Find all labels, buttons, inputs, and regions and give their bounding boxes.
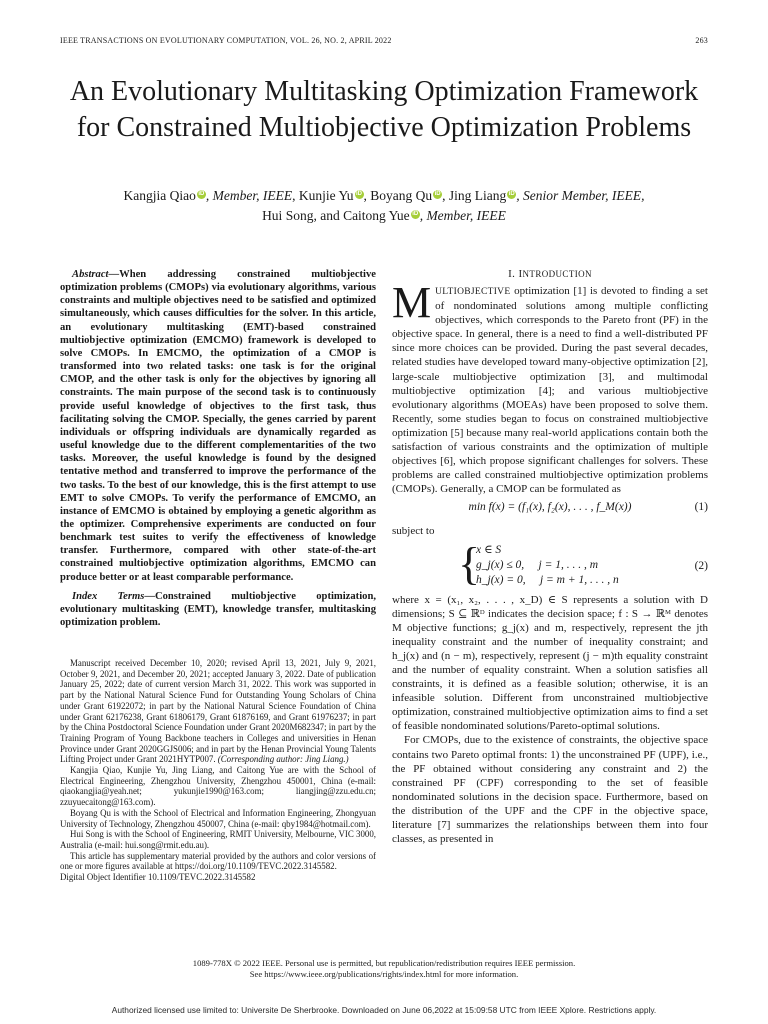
author-list bbox=[80, 186, 688, 226]
intro-paragraph-3: For CMOPs, due to the existence of constraints, the objective space contains two Pareto optimal fronts: 1) the unconstrained PF (UPF), i.e., the PF obtained without considering any constraint and 2) the constrained PF (CPF) corresponding to the set of feasible nondominated solutions in the decision space. Furthermore, based on the distribution of the UPF and the CPF in the objective space, literature [7] summarizes the relationships between them into four classes, as presented in bbox=[392, 734, 708, 846]
index-terms bbox=[60, 590, 376, 629]
drop-cap: M bbox=[392, 278, 432, 327]
equation-2-row: g_j(x) ≤ 0, j = 1, . . . , m bbox=[476, 558, 599, 571]
author-role: , Member, IEEE bbox=[205, 188, 293, 203]
equation-2-row: h_j(x) = 0, j = m + 1, . . . , n bbox=[476, 573, 619, 586]
section-numeral: I. bbox=[508, 268, 519, 280]
author-name: , Kunjie Yu bbox=[292, 188, 354, 203]
intro-body bbox=[392, 278, 708, 846]
lead-word: ULTIOBJECTIVE bbox=[435, 287, 511, 297]
footnote-supplementary: This article has supplementary material provided by the authors and color versions of one or more figures available at https://doi.org/10.1109/TEVC.2022.3145582. bbox=[60, 850, 376, 872]
author-role: , Member, IEEE bbox=[419, 208, 506, 223]
paper-title: An Evolutionary Multitasking Optimization Framework for Constrained Multiobjective Optimization Problems bbox=[69, 76, 699, 143]
right-column bbox=[392, 268, 708, 846]
orcid-icon[interactable]: iD bbox=[508, 191, 515, 197]
abstract-lead: Abstract bbox=[72, 269, 109, 280]
footnote-received bbox=[60, 658, 376, 765]
footnote-affiliation-3: Hui Song is with the School of Engineering, RMIT University, Melbourne, VIC 3000, Australia (e-mail: hui.song@rmit.edu.au). bbox=[60, 829, 376, 850]
author-name: , Boyang Qu bbox=[363, 188, 433, 203]
intro-paragraph-1-text: optimization [1] is devoted to finding a set of nondominated solutions among multiple conflicting objectives, which corresponds to the Pareto front (PF) in the objective space. In general, there is a need to find a well-distributed PF since more choices can be provided. During the past several decades, related studies have developed toward many-objective optimization [2], large-scale multiobjective optimization [3], and multimodal multiobjective optimization [4]; and various multiobjective evolutionary algorithms (MOEAs) have been proposed to solve them. Recently, some studies began to focus on constrained multiobjective optimization [5] because many real-world applications contain both the satisfaction of various constraints and the optimization of multiple objectives [6], which propose significant challenges for solvers. These problems are called constrained multiobjective optimization problems (CMOPs). Generally, a CMOP can be formulated as bbox=[392, 285, 708, 496]
journal-name: IEEE TRANSACTIONS ON EVOLUTIONARY COMPUTATION, VOL. 26, NO. 2, APRIL 2022 bbox=[60, 36, 392, 45]
index-terms-text: —Constrained multiobjective optimization, evolutionary multitasking (EMT), knowledge transfer, multitasking optimization problem. bbox=[60, 590, 376, 629]
running-head bbox=[60, 36, 708, 48]
section-heading-rest: NTRODUCTION bbox=[522, 269, 592, 279]
orcid-icon[interactable]: iD bbox=[198, 191, 205, 197]
equation-1-body: min f(x) = (f₁(x), f₂(x), . . . , f_M(x)) bbox=[468, 501, 632, 514]
intro-paragraph-2: where x = (x₁, x₂, . . . , x_D) ∈ S represents a solution with D dimensions; S ⊆ ℝᴰ indicates the decision space; f : S → ℝᴹ denotes M objective functions; g_j(x) and m, respectively, represent the jth inequality constraint and the number of inequality constraint; and h_j(x) and (n − m), respectively, represent (j − m)th equality constraint and the number of equality constraint. When a solution satisfies all constraints, it is defined as a feasible solution; otherwise, it is an infeasible solution. Different from unconstrained multiobjective optimization, constrained multiobjective optimization aims to find a set of feasible nondominated solutions/Pareto-optimal solutions. bbox=[392, 593, 708, 733]
equation-1-number: (1) bbox=[694, 501, 708, 514]
author-role: , Senior Member, IEEE, bbox=[516, 188, 645, 203]
author-name: , Jing Liang bbox=[442, 188, 507, 203]
footnote-affiliation-2: Boyang Qu is with the School of Electrical and Information Engineering, Zhongyuan University of Technology, Zhengzhou 450007, China (e-mail: qby1984@hotmail.com). bbox=[60, 807, 376, 829]
equation-2-number: (2) bbox=[694, 559, 708, 572]
orcid-icon[interactable]: iD bbox=[434, 191, 441, 197]
copyright-line-2: See https://www.ieee.org/publications/rights/index.html for more information. bbox=[249, 969, 519, 979]
orcid-icon[interactable]: iD bbox=[356, 191, 362, 197]
section-heading-first: I bbox=[518, 268, 523, 280]
footnote-received-text: Manuscript received December 10, 2020; revised April 13, 2021, July 9, 2021, October 9, 2021, and December 20, 2021; accepted January 3, 2022. Date of publication January 25, 2022; date of current version March 31, 2022. This work was supported in part by the National Natural Science Fund for Outstanding Young Scholars of China under Grant 61922072; in part by the National Natural Science Foundation of China under Grant 62176238, Grant 61806179, Grant 61876169, and Grant 61976237; in part by the China Postdoctoral Science Foundation under Grant 2020M682347; in part by the Training Program of Young Backbone teachers in Colleges and universities in Henan Province under Grant 2020GGJS006; and in part by the Henan Provincial Young Talents Lifting Project under Grant 2021HYTP007. bbox=[60, 658, 376, 765]
brace-symbol: { bbox=[458, 537, 481, 589]
subject-to: subject to bbox=[392, 525, 435, 538]
footnotes bbox=[60, 658, 376, 883]
orcid-icon[interactable]: iD bbox=[412, 211, 419, 217]
copyright-notice bbox=[60, 958, 708, 980]
equation-2-row: x ∈ S bbox=[476, 543, 502, 556]
abstract bbox=[60, 268, 376, 584]
author-line-2 bbox=[80, 206, 688, 226]
equation-2 bbox=[392, 537, 708, 593]
intro-paragraph-1 bbox=[392, 278, 708, 496]
index-terms-lead: Index Terms bbox=[72, 590, 145, 602]
footnote-doi: Digital Object Identifier 10.1109/TEVC.2022.3145582 bbox=[60, 872, 256, 883]
author-name: Kangjia Qiao bbox=[123, 188, 196, 203]
license-banner: Authorized licensed use limited to: Universite De Sherbrooke. Downloaded on June 06,2022 at 15:09:58 UTC from IEEE Xplore. Restrictions apply. bbox=[111, 1005, 657, 1015]
copyright-line-1: 1089-778X © 2022 IEEE. Personal use is permitted, but republication/redistribution requires IEEE permission. bbox=[192, 958, 576, 968]
footnote-affiliation-1: Kangjia Qiao, Kunjie Yu, Jing Liang, and Caitong Yue are with the School of Electrical Engineering, Zhengzhou University, Zhengzhou 450001, China (e-mail: qiaokangjia@yeah.net; yukunjie1990@163.com; liangjing@zzu.edu.cn; zzuyuecaitong@163.com). bbox=[60, 765, 376, 808]
left-column bbox=[60, 268, 376, 629]
abstract-text: —When addressing constrained multiobjective optimization problems (CMOPs) via evolutionary algorithms, various constraints and multiple objectives need to be satisfied and optimized simultaneously, which causes difficulties for the solver. In this article, an evolutionary multitasking (EMT)-based constrained multiobjective optimization (EMCMO) framework is developed to solve CMOPs. In EMCMO, the optimization of a CMOP is transformed into two related tasks: one task is for the original CMOP, and the other task is only for the objectives by ignoring all constraints. The main purpose of the second task is to continuously provide useful knowledge of objectives to the first task, thus facilitating solving the CMOP. Specially, the genes carried by parent individuals or offspring individuals are dynamically regarded as useful knowledge due to the different complementarities of the two tasks. Moreover, the useful knowledge is found by the designed tentative method and transferred to improve the performance of the two tasks. To the best of our knowledge, this is the first attempt to use EMT to solve CMOPs. To verify the performance of EMCMO, an instance of EMCMO is obtained by employing a genetic algorithm as the optimizer. Comprehensive experiments are conducted on four benchmark test suites to verify the effectiveness of knowledge transfer. Furthermore, compared with other state-of-the-art constrained multiobjective optimization algorithms, EMCMO can produce better or at least comparable performance. bbox=[60, 269, 376, 583]
author-line-1 bbox=[80, 186, 688, 206]
equation-2-rows bbox=[476, 543, 619, 588]
section-heading bbox=[392, 268, 708, 280]
equation-1 bbox=[392, 496, 708, 520]
page-number: 263 bbox=[695, 36, 708, 45]
author-name: Hui Song, and Caitong Yue bbox=[262, 208, 410, 223]
corresponding-author: (Corresponding author: Jing Liang.) bbox=[217, 754, 349, 765]
